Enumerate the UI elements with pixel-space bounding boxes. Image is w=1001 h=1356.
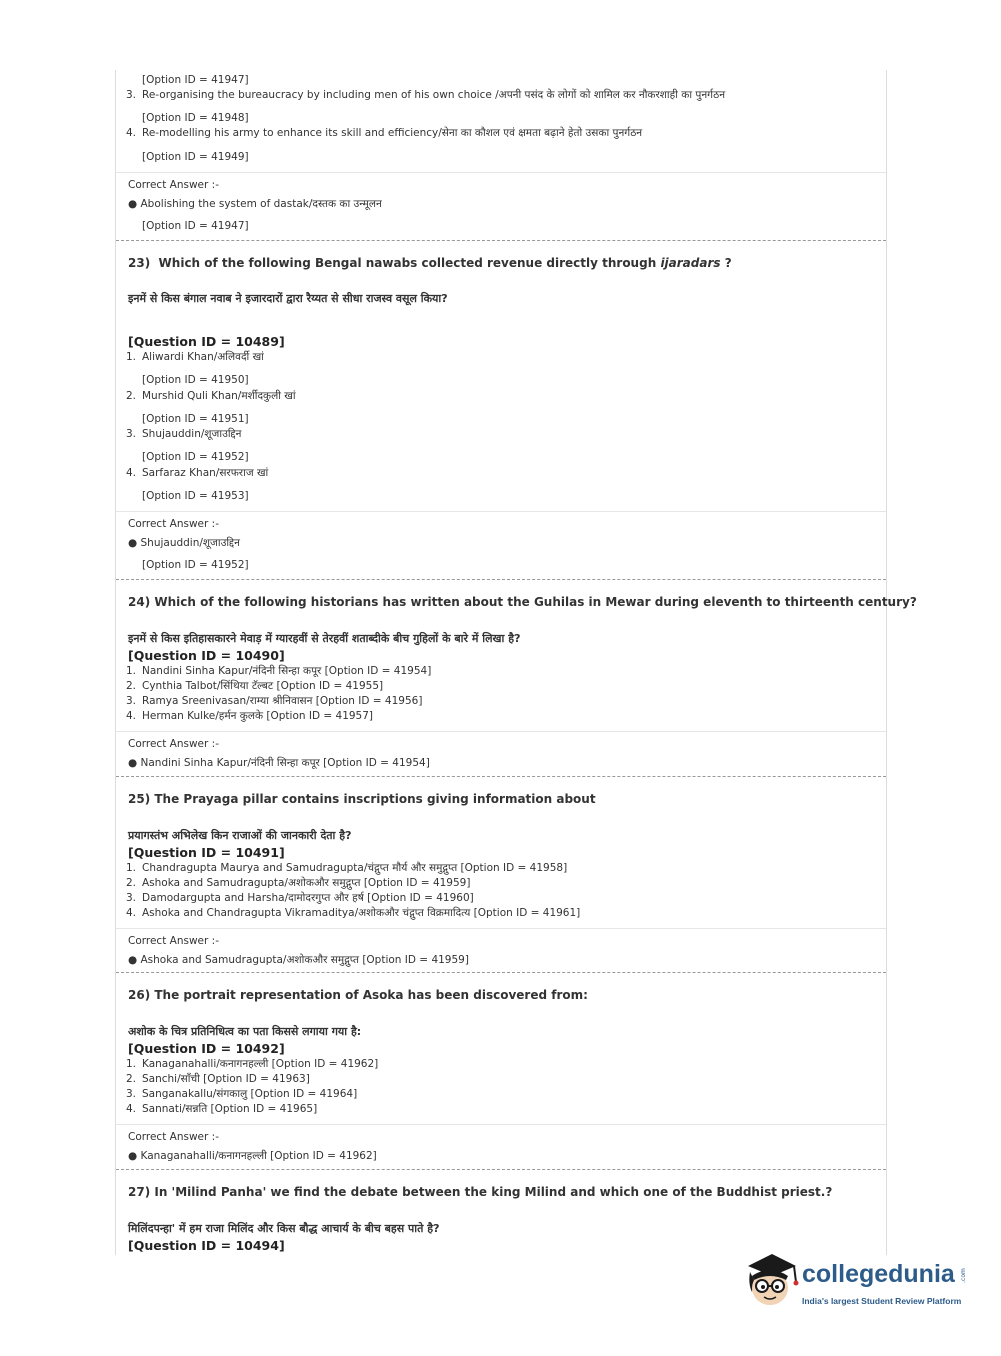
- option-text: Ashoka and Samudragupta/अशोकऔर समुद्गुप्त [Option ID = 41959]: [142, 877, 471, 889]
- question-25-id: [Question ID = 10491]: [128, 845, 285, 860]
- question-24-id: [Question ID = 10490]: [128, 648, 285, 663]
- option-text: Cynthia Talbot/सिंथिया टॅल्बट [Option ID = 41955]: [142, 680, 384, 692]
- question-27-hindi: मिलिंदपन्हा' में हम राजा मिलिंद और किस बौद्ध आचार्य के बीच बहस पाते है?: [128, 1222, 440, 1235]
- question-paper-page: [115, 70, 917, 1255]
- question-separator: [116, 1169, 886, 1170]
- divider: [116, 1124, 886, 1125]
- question-24-title: 24) Which of the following historians has written about the Guhilas in Mewar during eleventh to thirteenth century?: [128, 595, 917, 609]
- option-number: 2.: [126, 1073, 137, 1085]
- correct-answer-text: Ashoka and Samudragupta/अशोकऔर समुद्गुप्त [Option ID = 41959]: [140, 954, 469, 966]
- correct-answer: ● Shujauddin/शूजाउद्दिन: [128, 537, 240, 549]
- correct-answer-text: Abolishing the system of dastak/दस्तक का उन्मूलन: [140, 198, 382, 210]
- correct-answer-label: Correct Answer :-: [128, 738, 219, 750]
- question-23-title: 23) Which of the following Bengal nawabs collected revenue directly through ijaradars ?: [128, 256, 732, 270]
- option-text: Sannati/सन्नति [Option ID = 41965]: [142, 1103, 318, 1115]
- option-text: Aliwardi Khan/अलिवर्दी खां: [142, 351, 264, 363]
- option-number: 2.: [126, 877, 137, 889]
- option-id: [Option ID = 41953]: [142, 490, 249, 502]
- question-26-hindi: अशोक के चित्र प्रतिनिधित्व का पता किससे लगाया गया है:: [128, 1025, 362, 1038]
- option-text: Ramya Sreenivasan/राम्या श्रीनिवासन [Option ID = 41956]: [142, 695, 423, 707]
- correct-option-id: [Option ID = 41952]: [142, 559, 249, 571]
- divider: [116, 511, 886, 512]
- option-text: Damodargupta and Harsha/दामोदरगुप्त और हर्ष [Option ID = 41960]: [142, 892, 474, 904]
- option-number: 4.: [126, 127, 137, 139]
- option-number: 2.: [126, 680, 137, 692]
- option-text: Re-modelling his army to enhance its skill and efficiency/सेना का कौशल एवं क्षमता बढ़ाने हेतो उसका पुनर्गठन: [142, 127, 643, 139]
- correct-answer-label: Correct Answer :-: [128, 518, 219, 530]
- option-id: [Option ID = 41948]: [142, 112, 249, 124]
- option-number: 3.: [126, 89, 137, 101]
- option-number: 1.: [126, 351, 137, 363]
- option-number: 4.: [126, 1103, 137, 1115]
- option-text: Sanchi/साँची [Option ID = 41963]: [142, 1073, 310, 1085]
- option-number: 3.: [126, 428, 137, 440]
- question-27-title: 27) In 'Milind Panha' we find the debate between the king Milind and which one of the Buddhist priest.?: [128, 1185, 833, 1199]
- question-23-id: [Question ID = 10489]: [128, 334, 285, 349]
- logo-tagline: India's largest Student Review Platform: [802, 1296, 962, 1306]
- correct-answer: ● Abolishing the system of dastak/दस्तक का उन्मूलन: [128, 198, 382, 210]
- option-number: 1.: [126, 1058, 137, 1070]
- correct-answer: ● Nandini Sinha Kapur/नंदिनी सिन्हा कपूर [Option ID = 41954]: [128, 757, 430, 769]
- question-24-hindi: इनमें से किस इतिहासकारने मेवाड़ में ग्यारहवीं से तेरहवीं शताब्दीके बीच गुहिलों के बारे में लिखा है?: [128, 632, 521, 645]
- option-text: Herman Kulke/हर्मन कुलके [Option ID = 41957]: [142, 710, 374, 722]
- correct-answer-label: Correct Answer :-: [128, 179, 219, 191]
- divider: [116, 731, 886, 732]
- question-26-id: [Question ID = 10492]: [128, 1041, 285, 1056]
- divider: [116, 172, 886, 173]
- question-26-title: 26) The portrait representation of Asoka has been discovered from:: [128, 988, 588, 1002]
- option-number: 3.: [126, 695, 137, 707]
- correct-answer-text: Nandini Sinha Kapur/नंदिनी सिन्हा कपूर [Option ID = 41954]: [140, 757, 430, 769]
- option-number: 4.: [126, 467, 137, 479]
- option-number: 1.: [126, 665, 137, 677]
- option-id: [Option ID = 41952]: [142, 451, 249, 463]
- option-id: [Option ID = 41949]: [142, 151, 249, 163]
- option-id: [Option ID = 41951]: [142, 413, 249, 425]
- option-number: 1.: [126, 862, 137, 874]
- question-25-title: 25) The Prayaga pillar contains inscriptions giving information about: [128, 792, 596, 806]
- question-23-hindi: इनमें से किस बंगाल नवाब ने इजारदारों द्वारा रैय्यत से सीधा राजस्व वसूल किया?: [128, 292, 448, 305]
- collegedunia-logo[interactable]: [742, 1250, 972, 1320]
- option-text: Re-organising the bureaucracy by including men of his own choice /अपनी पसंद के लोगों को शामिल कर नौकरशाही का पुनर्गठन: [142, 89, 726, 101]
- question-25-hindi: प्रयागस्तंभ अभिलेख किन राजाओं की जानकारी देता है?: [128, 829, 352, 842]
- logo-wordmark: collegedunia: [802, 1260, 955, 1288]
- question-separator: [116, 579, 886, 580]
- correct-answer: ● Kanaganahalli/कनागनहल्ली [Option ID = 41962]: [128, 1150, 377, 1162]
- logo-suffix: .com: [959, 1268, 967, 1283]
- option-text: Chandragupta Maurya and Samudragupta/चंद्गुप्त मौर्य और समुद्गुप्त [Option ID = 41958]: [142, 862, 568, 874]
- mascot-icon: [742, 1250, 800, 1312]
- option-number: 4.: [126, 710, 137, 722]
- option-number: 4.: [126, 907, 137, 919]
- option-number: 2.: [126, 390, 137, 402]
- option-number: 3.: [126, 1088, 137, 1100]
- correct-answer-label: Correct Answer :-: [128, 935, 219, 947]
- correct-option-id: [Option ID = 41947]: [142, 220, 249, 232]
- correct-answer-text: Shujauddin/शूजाउद्दिन: [140, 537, 240, 549]
- option-text: Shujauddin/शूजाउद्दिन: [142, 428, 242, 440]
- divider: [116, 928, 886, 929]
- question-separator: [116, 972, 886, 973]
- option-number: 3.: [126, 892, 137, 904]
- option-text: Kanaganahalli/कनागनहल्ली [Option ID = 41962]: [142, 1058, 379, 1070]
- question-27-id: [Question ID = 10494]: [128, 1238, 285, 1253]
- question-separator: [116, 240, 886, 241]
- option-id: [Option ID = 41947]: [142, 74, 249, 86]
- option-text: Nandini Sinha Kapur/नंदिनी सिन्हा कपूर [Option ID = 41954]: [142, 665, 432, 677]
- option-id: [Option ID = 41950]: [142, 374, 249, 386]
- option-text: Ashoka and Chandragupta Vikramaditya/अशोकऔर चंद्गुप्त विक्रमादित्य [Option ID = 41961]: [142, 907, 581, 919]
- correct-answer-text: Kanaganahalli/कनागनहल्ली [Option ID = 41962]: [140, 1150, 377, 1162]
- question-separator: [116, 776, 886, 777]
- option-text: Murshid Quli Khan/मर्शीदकुली खां: [142, 390, 296, 402]
- option-text: Sanganakallu/संगकालु [Option ID = 41964]: [142, 1088, 358, 1100]
- correct-answer: ● Ashoka and Samudragupta/अशोकऔर समुद्गुप्त [Option ID = 41959]: [128, 954, 469, 966]
- option-text: Sarfaraz Khan/सरफराज खां: [142, 467, 269, 479]
- correct-answer-label: Correct Answer :-: [128, 1131, 219, 1143]
